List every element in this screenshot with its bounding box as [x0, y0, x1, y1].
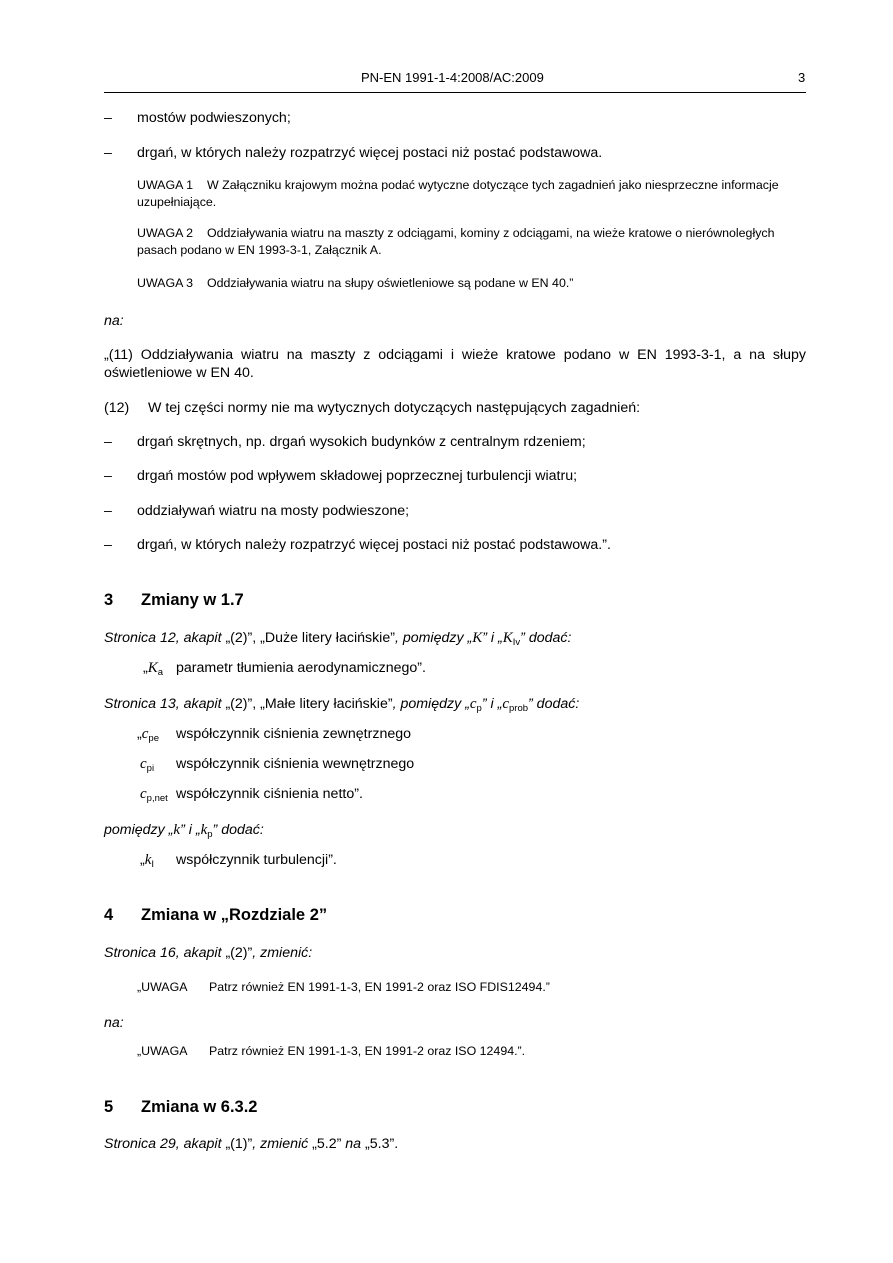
definition-cpe: współczynnik ciśnienia zewnętrznego	[176, 726, 412, 742]
list-item: drgań mostów pod wpływem składowej poprzecznej turbulencji wiatru;	[137, 468, 578, 484]
instruction-1: Stronica 12, akapit „(2)”, „Duże litery łacińskie”, pomiędzy „K” i $„K_{Iv}$” dodać:	[104, 630, 572, 648]
old-note-text: Patrz również EN 1991-1-3, EN 1991-2 oraz ISO FDIS12494.”	[209, 980, 550, 994]
section-3-heading	[104, 591, 504, 613]
list-dash: –	[104, 468, 112, 484]
na-label: na:	[104, 313, 124, 329]
section-title: Zmiany w 1.7	[141, 591, 244, 609]
list-dash: –	[104, 110, 112, 126]
new-note-text: Patrz również EN 1991-1-3, EN 1991-2 oraz ISO 12494.”.	[209, 1044, 526, 1058]
list-item: drgań skrętnych, np. drgań wysokich budynków z centralnym rdzeniem;	[137, 434, 586, 450]
list-dash: –	[104, 145, 112, 161]
list-dash: –	[104, 434, 112, 450]
symbol-cpnet: $c_{p,net}$	[140, 786, 168, 804]
section-4-heading	[104, 906, 504, 928]
paragraph-11: „(11) Oddziaływania wiatru na maszty z odciągami i wieże kratowe podano w EN 1993-3-1, a na słupy oświetleniowe w EN 40.	[104, 347, 806, 381]
instruction-3: pomiędzy „k” i $„k_p$” dodać:	[104, 822, 264, 840]
definition-cpnet: współczynnik ciśnienia netto”.	[176, 786, 363, 802]
section-5-heading	[104, 1098, 504, 1120]
note-label: UWAGA 2	[137, 226, 193, 240]
list-item: drgań, w których należy rozpatrzyć więcej postaci niż postać podstawowa.	[137, 145, 603, 161]
definition-kI: współczynnik turbulencji”.	[176, 852, 337, 868]
list-dash: –	[104, 503, 112, 519]
document-header: PN-EN 1991-1-4:2008/AC:2009	[361, 70, 544, 85]
symbol-kI: $„k_I$	[140, 852, 155, 870]
note-2	[137, 225, 809, 259]
section-number: 4	[104, 906, 114, 924]
old-note-label: „UWAGA	[137, 980, 188, 994]
note-text: Oddziaływania wiatru na maszty z odciągami, kominy z odciągami, na wieże kratowe o nierównoległych pasach podano w EN 1993-3-1, Załącznik A.	[137, 226, 775, 257]
list-item: drgań, w których należy rozpatrzyć więcej postaci niż postać podstawowa.”.	[137, 537, 611, 553]
section-title: Zmiana w 6.3.2	[141, 1098, 258, 1116]
instruction-2: Stronica 13, akapit „(2)”, „Małe litery łacińskie”, pomiędzy $„c_p$” i $„c_{prob}$” dodać:	[104, 696, 580, 714]
list-item: oddziaływań wiatru na mosty podwieszone;	[137, 503, 410, 519]
note-text: Oddziaływania wiatru na słupy oświetleniowe są podane w EN 40.”	[207, 276, 574, 290]
symbol-Ka: $„K_a$	[143, 660, 164, 678]
definition-cpi: współczynnik ciśnienia wewnętrznego	[176, 756, 415, 772]
na-label: na:	[104, 1015, 124, 1031]
section-number: 3	[104, 591, 114, 609]
note-text: W Załączniku krajowym można podać wytyczne dotyczące tych zagadnień jako niesprzeczne informacje uzupełniające.	[137, 178, 779, 209]
note-label: UWAGA 3	[137, 276, 193, 290]
paragraph-12-number: (12)	[104, 400, 130, 416]
page-number: 3	[798, 70, 806, 85]
paragraph-12-text: W tej części normy nie ma wytycznych dotyczących następujących zagadnień:	[148, 400, 641, 416]
list-dash: –	[104, 537, 112, 553]
note-3	[137, 275, 573, 292]
list-item: mostów podwieszonych;	[137, 110, 291, 126]
symbol-cpe: $„c_{pe}$	[137, 726, 159, 744]
header-rule	[104, 92, 806, 93]
new-note-label: „UWAGA	[137, 1044, 188, 1058]
instruction-4: Stronica 16, akapit „(2)”, zmienić:	[104, 945, 313, 961]
section-number: 5	[104, 1098, 114, 1116]
note-1	[137, 177, 809, 211]
note-label: UWAGA 1	[137, 178, 193, 192]
definition-Ka: parametr tłumienia aerodynamicznego”.	[176, 660, 426, 676]
section-title: Zmiana w „Rozdziale 2”	[141, 906, 328, 924]
instruction-5: Stronica 29, akapit „(1)”, zmienić „5.2” na „5.3”.	[104, 1136, 399, 1152]
symbol-cpi: $c_{pi}$	[140, 756, 155, 774]
